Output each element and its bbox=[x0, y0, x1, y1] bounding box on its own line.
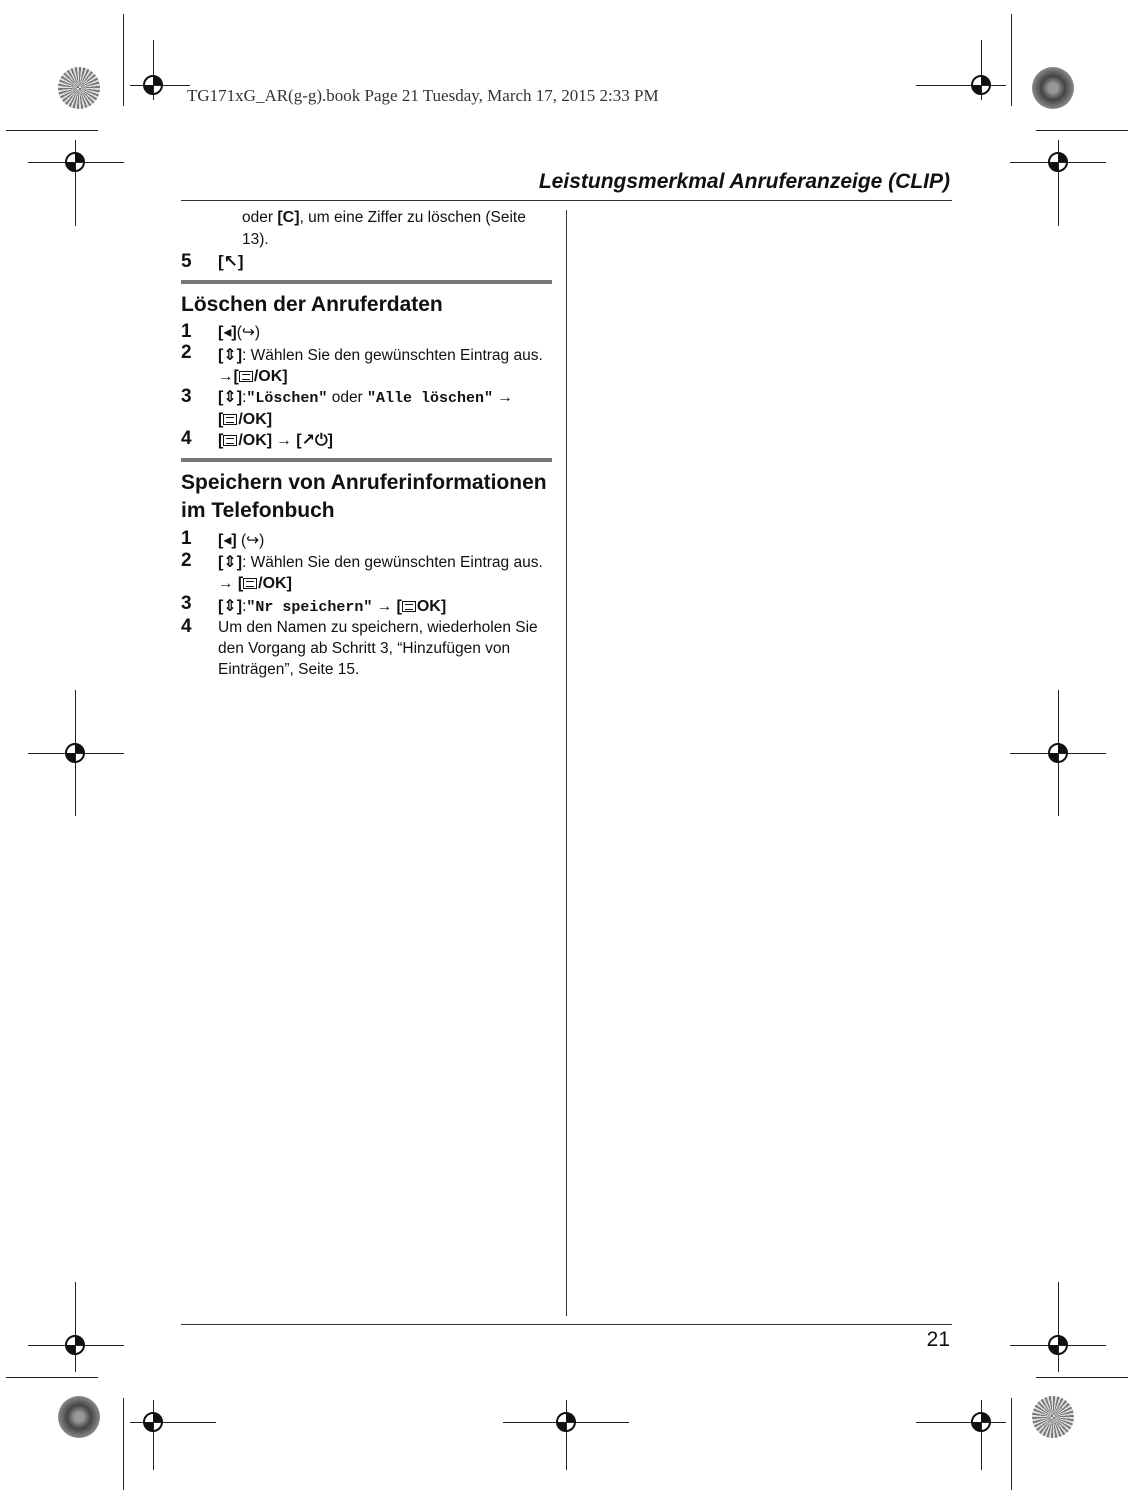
intro-line-1 bbox=[242, 209, 562, 227]
incoming-call-icon: (↪) bbox=[236, 324, 260, 341]
option-save-number: "Nr speichern" bbox=[246, 599, 373, 616]
left-key: [◂] bbox=[218, 532, 237, 549]
menu-ok-key: [ /OK] bbox=[237, 575, 292, 592]
option-delete-all: "Alle löschen" bbox=[367, 390, 494, 407]
crosshair-target-icon bbox=[966, 70, 996, 100]
up-down-key: [⇕] bbox=[218, 347, 243, 364]
crosshair-target-icon bbox=[1043, 738, 1073, 768]
step-description: : Wählen Sie den gewünschten Eintrag aus. bbox=[242, 347, 543, 364]
crosshair-target-icon bbox=[966, 1407, 996, 1437]
off-power-key: [↗⏻] bbox=[296, 432, 333, 449]
crop-line bbox=[123, 14, 124, 106]
crop-line bbox=[1036, 130, 1128, 131]
step-description: : Wählen Sie den gewünschten Eintrag aus. bbox=[242, 554, 543, 571]
talk-key: [↖] bbox=[218, 252, 244, 271]
crop-line bbox=[1011, 1398, 1012, 1490]
left-key: [◂] bbox=[218, 324, 237, 341]
menu-ok-key: [ /OK] bbox=[218, 432, 273, 449]
crosshair-target-icon bbox=[60, 738, 90, 768]
menu-icon bbox=[402, 601, 416, 612]
running-title: Leistungsmerkmal Anruferanzeige (CLIP) bbox=[538, 170, 950, 193]
step-2-text bbox=[218, 552, 553, 594]
up-down-key: [⇕] bbox=[218, 389, 243, 406]
separator: : bbox=[242, 389, 247, 406]
footer-rule bbox=[181, 1324, 952, 1325]
crop-line bbox=[1036, 1377, 1128, 1378]
bracket-open: [ bbox=[233, 368, 239, 385]
step-number: 4 bbox=[181, 616, 192, 637]
crop-line bbox=[1011, 14, 1012, 106]
heading-line-2: im Telefonbuch bbox=[181, 499, 335, 522]
ok-label: OK] bbox=[416, 598, 447, 615]
intro-suffix: , um eine Ziffer zu löschen (Seite bbox=[299, 209, 526, 226]
or-word: oder bbox=[327, 389, 368, 406]
menu-icon bbox=[243, 578, 257, 589]
step-number: 2 bbox=[181, 342, 192, 363]
step-2-text bbox=[218, 345, 553, 387]
step-4-text: Um den Namen zu speichern, wiederholen Sie den Vorgang ab Schritt 3, “Hinzufügen von Einträgen”, Seite 15. bbox=[218, 619, 538, 678]
step-number: 4 bbox=[181, 428, 192, 449]
crop-line bbox=[123, 1398, 124, 1490]
crosshair-target-icon bbox=[551, 1407, 581, 1437]
step-number: 5 bbox=[181, 251, 192, 272]
section-rule bbox=[181, 458, 552, 462]
step-4-text bbox=[218, 430, 553, 451]
arrow-right-icon: → bbox=[218, 575, 234, 592]
step-1-text bbox=[218, 322, 553, 343]
arrow-right-icon: → bbox=[497, 389, 513, 406]
step-number: 1 bbox=[181, 321, 192, 342]
menu-ok-key: [ OK] bbox=[396, 598, 447, 615]
step-number: 2 bbox=[181, 550, 192, 571]
print-header: TG171xG_AR(g-g).book Page 21 Tuesday, March 17, 2015 2:33 PM bbox=[187, 86, 659, 105]
page-number: 21 bbox=[926, 1328, 950, 1351]
heading-line-1: Speichern von Anruferinformationen bbox=[181, 471, 547, 494]
menu-ok-key bbox=[234, 368, 288, 385]
option-delete: "Löschen" bbox=[246, 390, 328, 407]
arrow-right-icon: → bbox=[218, 368, 234, 385]
crop-line bbox=[6, 1377, 98, 1378]
ok-label: /OK] bbox=[253, 368, 288, 385]
registration-disc-top-left bbox=[58, 67, 100, 109]
arrow-right-icon: → bbox=[376, 598, 393, 615]
crosshair-target-icon bbox=[138, 70, 168, 100]
separator: : bbox=[242, 598, 247, 615]
step-number: 3 bbox=[181, 593, 192, 614]
ok-label: /OK] bbox=[258, 575, 292, 592]
registration-disc-bottom-right bbox=[1032, 1396, 1074, 1438]
registration-disc-top-right bbox=[1032, 67, 1074, 109]
ok-label: /OK] bbox=[238, 432, 273, 449]
step-1-text bbox=[218, 530, 553, 551]
crosshair-target-icon bbox=[60, 147, 90, 177]
title-rule bbox=[181, 200, 952, 201]
clear-key: [C] bbox=[277, 209, 300, 226]
section-heading-save bbox=[181, 469, 561, 525]
step-number: 3 bbox=[181, 386, 192, 407]
menu-ok-key: [ /OK] bbox=[218, 411, 273, 428]
arrow-right-icon: → bbox=[276, 432, 292, 449]
crop-line bbox=[6, 130, 98, 131]
menu-icon bbox=[239, 371, 253, 382]
crosshair-target-icon bbox=[138, 1407, 168, 1437]
registration-disc-bottom-left bbox=[58, 1396, 100, 1438]
section-rule bbox=[181, 280, 552, 284]
crosshair-target-icon bbox=[1043, 1330, 1073, 1360]
step-number: 1 bbox=[181, 528, 192, 549]
section-heading-delete: Löschen der Anruferdaten bbox=[181, 293, 443, 316]
column-divider bbox=[566, 210, 567, 1316]
incoming-call-icon: (↪) bbox=[241, 532, 265, 549]
ok-label: /OK] bbox=[238, 411, 273, 428]
menu-icon bbox=[223, 435, 237, 446]
crosshair-target-icon bbox=[60, 1330, 90, 1360]
up-down-key: [⇕] bbox=[218, 598, 243, 615]
up-down-key: [⇕] bbox=[218, 554, 243, 571]
crosshair-target-icon bbox=[1043, 147, 1073, 177]
menu-icon bbox=[223, 414, 237, 425]
step-3-text bbox=[218, 596, 553, 618]
intro-prefix: oder bbox=[242, 209, 274, 226]
step-3-text bbox=[218, 387, 553, 430]
intro-line-2: 13). bbox=[242, 231, 269, 248]
